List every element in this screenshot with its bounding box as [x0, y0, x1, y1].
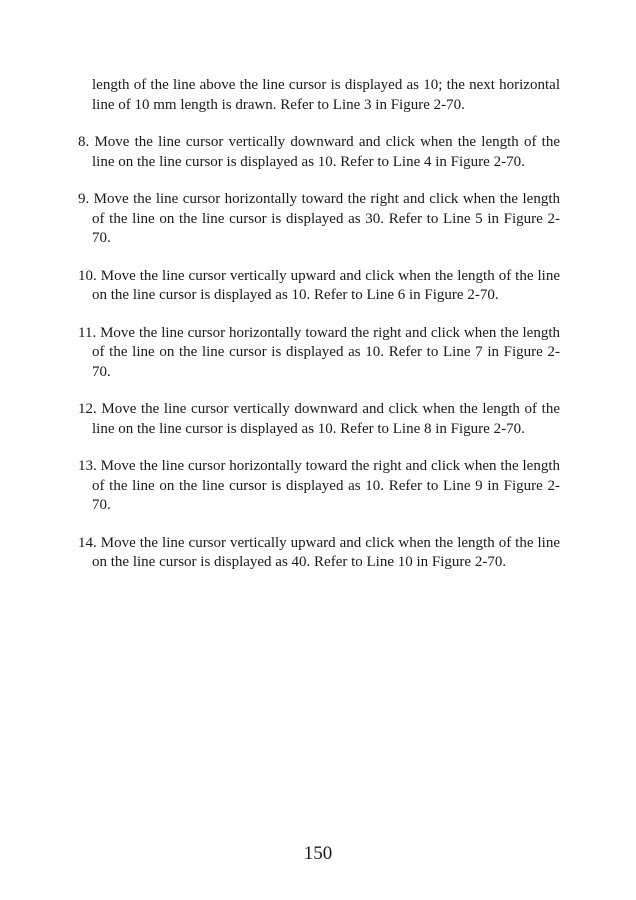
- step-8: 8. Move the line cursor vertically downward and click when the length of the line on the line cursor is displayed as 10. Refer to Line 4 in Figure 2-70.: [78, 134, 560, 170]
- continuation-paragraph: length of the line above the line cursor is displayed as 10; the next horizontal line of 10 mm length is drawn. Refer to Line 3 in Figure 2-70.: [92, 77, 560, 113]
- page-body: [78, 76, 560, 573]
- step-13: 13. Move the line cursor horizontally toward the right and click when the length of the line on the line cursor is displayed as 10. Refer to Line 9 in Figure 2-70.: [78, 458, 560, 513]
- step-12: 12. Move the line cursor vertically downward and click when the length of the line on the line cursor is displayed as 10. Refer to Line 8 in Figure 2-70.: [78, 401, 560, 437]
- step-14: 14. Move the line cursor vertically upward and click when the length of the line on the line cursor is displayed as 40. Refer to Line 10 in Figure 2-70.: [78, 534, 560, 570]
- step-9: 9. Move the line cursor horizontally toward the right and click when the length of the line on the line cursor is displayed as 30. Refer to Line 5 in Figure 2-70.: [78, 191, 560, 246]
- page-number: 150: [303, 843, 333, 864]
- step-10: 10. Move the line cursor vertically upward and click when the length of the line on the line cursor is displayed as 10. Refer to Line 6 in Figure 2-70.: [78, 267, 560, 303]
- step-11: 11. Move the line cursor horizontally toward the right and click when the length of the line on the line cursor is displayed as 10. Refer to Line 7 in Figure 2-70.: [78, 324, 560, 380]
